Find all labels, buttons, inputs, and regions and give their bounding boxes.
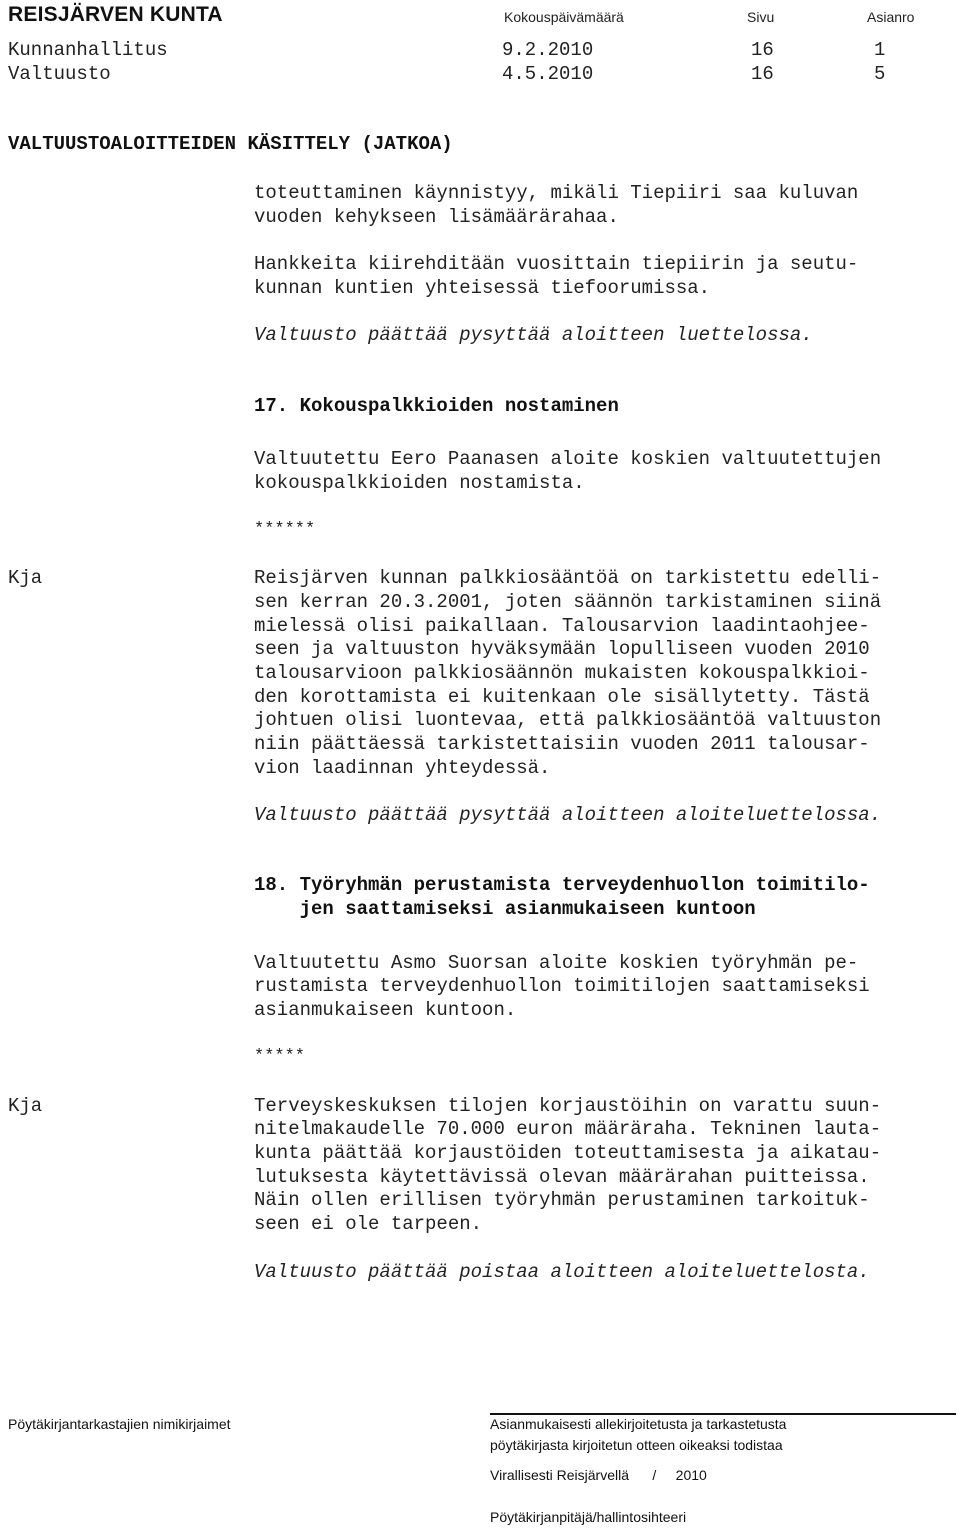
kja-text-line: seen ja valtuuston hyväksymään lopulliseen vuoden 2010 [254,638,870,660]
footer-inspectors-initials: Pöytäkirjantarkastajien nimikirjaimet [8,1416,231,1432]
item-18-intro-line: rustamista terveydenhuollon toimitilojen saattamiseksi [254,975,870,997]
header-row-item: 1 [874,39,886,61]
kja-text-line: nitelmakaudelle 70.000 euron määräraha. Tekninen lauta- [254,1118,882,1140]
kja-label: Kja [8,567,43,589]
footer-certification-line: pöytäkirjasta kirjoitetun otteen oikeaksi todistaa [490,1437,783,1453]
organization-name: REISJÄRVEN KUNTA [8,3,223,26]
kja-label: Kja [8,1095,43,1117]
item-18-intro-line: asianmukaiseen kuntoon. [254,999,517,1021]
section-title: VALTUUSTOALOITTEIDEN KÄSITTELY (JATKOA) [8,133,453,155]
header-row-date: 4.5.2010 [502,63,594,85]
kja-text-line: lutuksesta käytettävissä olevan määrärahan puitteissa. [254,1166,870,1188]
kja-text-line: niin päättäessä tarkistettaisiin vuoden 2011 talousar- [254,733,870,755]
kja-text-line: talousarvioon palkkiosäännön mukaisten kokouspalkkioi- [254,662,870,684]
separator-stars: ***** [254,1047,306,1066]
continued-paragraph-line: toteuttaminen käynnistyy, mikäli Tiepiiri saa kuluvan [254,182,859,204]
council-decision: Valtuusto päättää poistaa aloitteen aloiteluettelosta. [254,1261,870,1283]
item-number-column-label: Asianro [867,9,915,25]
page-column-label: Sivu [747,9,775,25]
kja-text-line: vion laadinnan yhteydessä. [254,757,551,779]
header-row-body: Kunnanhallitus [8,39,168,61]
header-row-page: 16 [751,39,774,61]
item-17-heading: 17. Kokouspalkkioiden nostaminen [254,395,619,417]
continued-paragraph-line: kunnan kuntien yhteisessä tiefoorumissa. [254,277,711,299]
item-18-intro-line: Valtuutettu Asmo Suorsan aloite koskien työryhmän pe- [254,952,859,974]
separator-stars: ****** [254,520,316,539]
kja-text-line: Näin ollen erillisen työryhmän perustaminen tarkoituk- [254,1189,870,1211]
council-decision: Valtuusto päättää pysyttää aloitteen luettelossa. [254,324,813,346]
kja-text-line: kunta päättää korjaustöiden toteuttamisesta ja aikatau- [254,1142,882,1164]
kja-text-line: seen ei ole tarpeen. [254,1213,483,1235]
item-18-heading-line: 18. Työryhmän perustamista terveydenhuollon toimitilo- [254,874,870,896]
header-row-body: Valtuusto [8,63,111,85]
item-17-intro-line: Valtuutettu Eero Paanasen aloite koskien valtuutettujen [254,448,882,470]
meeting-date-column-label: Kokouspäivämäärä [504,9,624,25]
footer-certification-line: Asianmukaisesti allekirjoitetusta ja tarkastetusta [490,1416,787,1432]
kja-text-line: den korottamista ei kuitenkaan ole sisällytetty. Tästä [254,686,870,708]
footer-official-place-date: Virallisesti Reisjärvellä / 2010 [490,1467,707,1483]
kja-text-line: Reisjärven kunnan palkkiosääntöä on tarkistettu edelli- [254,567,882,589]
header-row-page: 16 [751,63,774,85]
item-18-heading-line: jen saattamiseksi asianmukaiseen kuntoon [254,898,756,920]
header-row-date: 9.2.2010 [502,39,594,61]
continued-paragraph-line: vuoden kehykseen lisämäärärahaa. [254,206,619,228]
kja-text-line: Terveyskeskuksen tilojen korjaustöihin on varattu suun- [254,1095,882,1117]
kja-text-line: sen kerran 20.3.2001, joten säännön tarkistaminen siinä [254,591,882,613]
footer-divider [490,1413,956,1415]
kja-text-line: mielessä olisi paikallaan. Talousarvion laadintaohjee- [254,615,870,637]
header-row-item: 5 [874,63,886,85]
continued-paragraph-line: Hankkeita kiirehditään vuosittain tiepiirin ja seutu- [254,253,859,275]
council-decision: Valtuusto päättää pysyttää aloitteen aloiteluettelossa. [254,804,882,826]
kja-text-line: johtuen olisi luontevaa, että palkkiosääntöä valtuuston [254,709,882,731]
item-17-intro-line: kokouspalkkioiden nostamista. [254,472,585,494]
footer-signer-title: Pöytäkirjanpitäjä/hallintosihteeri [490,1509,687,1525]
